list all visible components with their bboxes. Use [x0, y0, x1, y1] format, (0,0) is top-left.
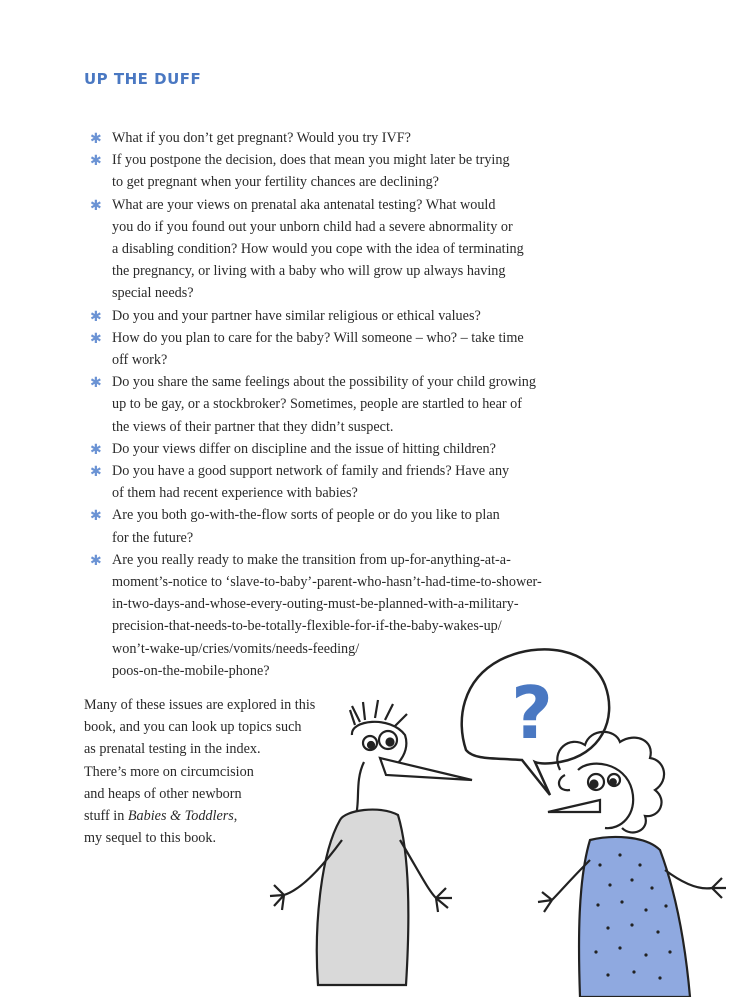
checklist-item-line: the pregnancy, or living with a baby who will grow up always having	[112, 263, 506, 280]
asterisk-star-icon: ✱	[90, 197, 102, 214]
closing-line: There’s more on circumcision	[84, 763, 254, 780]
closing-text: ,	[233, 808, 238, 825]
checklist-item-line: Are you really ready to make the transition from up-for-anything-at-a-	[112, 551, 511, 568]
asterisk-star-icon: ✱	[90, 441, 102, 458]
book-title: Babies & Toddlers	[127, 808, 234, 825]
checklist-item	[90, 127, 610, 149]
checklist-item-line: to get pregnant when your fertility chances are declining?	[112, 174, 439, 191]
checklist-item	[90, 504, 610, 548]
checklist-item-line: What are your views on prenatal aka antenatal testing? What would	[112, 196, 496, 213]
checklist-item-line: won’t-wake-up/cries/vomits/needs-feeding/	[112, 640, 360, 657]
running-head: UP THE DUFF	[84, 70, 202, 88]
checklist-item-line: precision-that-needs-to-be-totally-flexible-for-if-the-baby-wakes-up/	[112, 618, 502, 635]
checklist-item-line: What if you don’t get pregnant? Would you try IVF?	[112, 130, 411, 146]
cartoon-couple-illustration	[260, 640, 736, 997]
checklist-item	[90, 305, 610, 327]
closing-line: my sequel to this book.	[84, 830, 217, 847]
question-checklist	[90, 127, 610, 682]
asterisk-star-icon: ✱	[90, 330, 102, 347]
closing-text: stuff in	[84, 808, 128, 825]
checklist-item-line: in-two-days-and-whose-every-outing-must-be-planned-with-a-military-	[112, 596, 519, 613]
checklist-item-line: How do you plan to care for the baby? Will someone – who? – take time	[112, 329, 524, 346]
closing-line: book, and you can look up topics such	[84, 719, 302, 736]
closing-line: as prenatal testing in the index.	[84, 741, 261, 758]
checklist-item-line: Do you and your partner have similar religious or ethical values?	[112, 307, 481, 324]
checklist-item-line: for the future?	[112, 529, 194, 546]
checklist-item	[90, 371, 610, 438]
checklist-item	[90, 460, 610, 504]
checklist-item-line: moment’s-notice to ‘slave-to-baby’-parent-who-hasn’t-had-time-to-shower-	[112, 574, 542, 591]
asterisk-star-icon: ✱	[90, 552, 102, 569]
checklist-item	[90, 194, 610, 305]
checklist-item	[90, 327, 610, 371]
checklist-item-line: special needs?	[112, 285, 194, 302]
checklist-item-line: Do your views differ on discipline and the issue of hitting children?	[112, 440, 496, 457]
asterisk-star-icon: ✱	[90, 375, 102, 392]
asterisk-star-icon: ✱	[90, 464, 102, 481]
man-figure	[270, 700, 472, 985]
question-mark: ?	[511, 671, 553, 755]
checklist-item-line: Do you have a good support network of family and friends? Have any	[112, 463, 510, 480]
checklist-item-line: If you postpone the decision, does that mean you might later be trying	[112, 152, 510, 169]
closing-line: and heaps of other newborn	[84, 785, 242, 802]
checklist-item-line: up to be gay, or a stockbroker? Sometimes, people are startled to hear of	[112, 396, 522, 413]
asterisk-star-icon: ✱	[90, 508, 102, 525]
asterisk-star-icon: ✱	[90, 308, 102, 325]
woman-figure	[538, 732, 726, 997]
asterisk-star-icon: ✱	[90, 131, 102, 147]
checklist-item-line: the views of their partner that they didn’t suspect.	[112, 418, 394, 435]
checklist-item	[90, 438, 610, 460]
asterisk-star-icon: ✱	[90, 153, 102, 170]
checklist-item-line: Are you both go-with-the-flow sorts of people or do you like to plan	[112, 507, 500, 524]
closing-line: Many of these issues are explored in this	[84, 697, 316, 713]
checklist-item-line: poos-on-the-mobile-phone?	[112, 662, 270, 679]
checklist-item-line: off work?	[112, 352, 168, 369]
checklist-item-line: you do if you found out your unborn child had a severe abnormality or	[112, 218, 513, 235]
checklist-item-line: a disabling condition? How would you cope with the idea of terminating	[112, 241, 524, 258]
checklist-item-line: Do you share the same feelings about the possibility of your child growing	[112, 374, 536, 391]
checklist-item-line: of them had recent experience with babies?	[112, 485, 358, 502]
checklist-item	[90, 149, 610, 193]
